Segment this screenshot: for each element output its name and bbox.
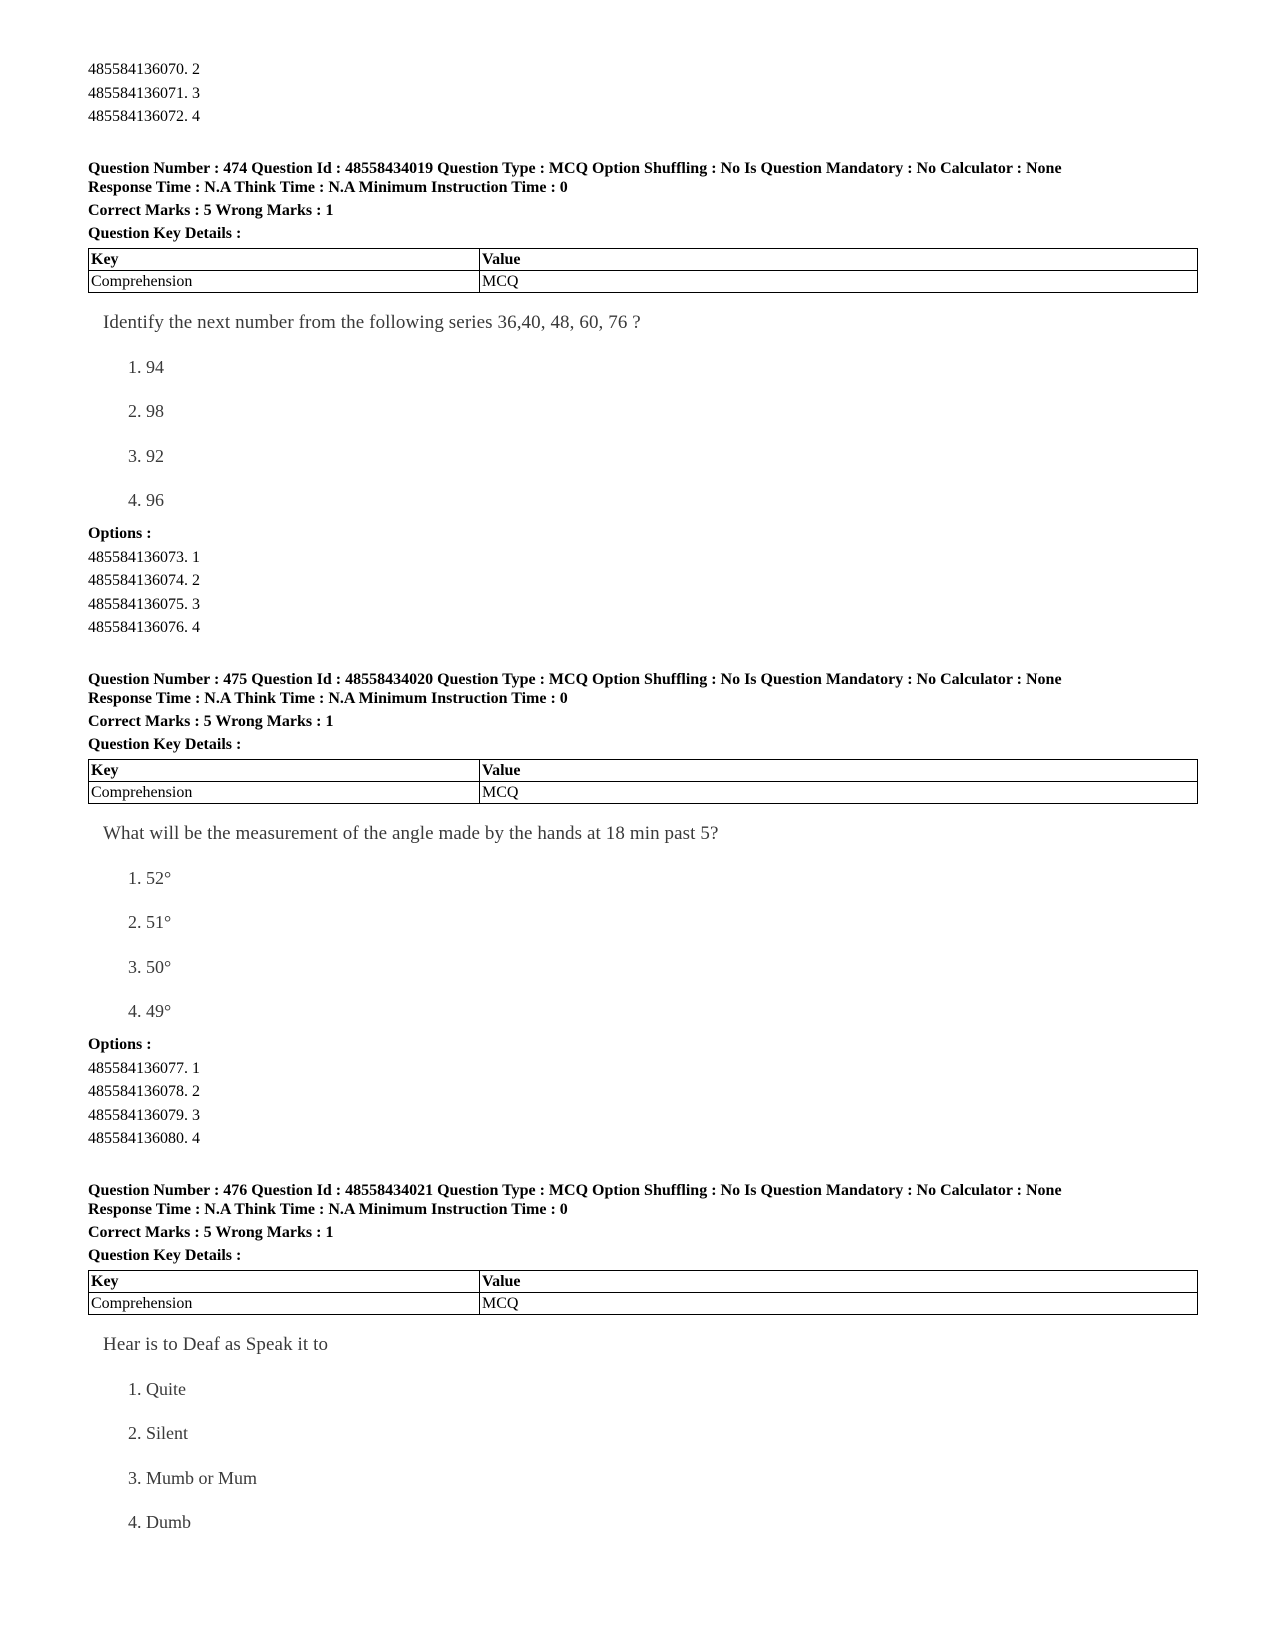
choice-item: 1. Quite [128,1378,186,1399]
question-block-474 [88,159,1198,640]
question-meta [88,159,1198,197]
question-meta-line: Question Number : 475 Question Id : 48558434020 Question Type : MCQ Option Shuffling : No Is Question Mandatory : No Calculator : None [88,670,1062,688]
table-header-key: Key [89,248,480,270]
table-cell-key: Comprehension [89,1292,480,1314]
marks-line: Correct Marks : 5 Wrong Marks : 1 [88,1223,334,1241]
option-id-line: 485584136078. 2 [88,1083,200,1100]
table-cell-key: Comprehension [89,781,480,803]
table-cell-value: MCQ [480,1292,1198,1314]
table-header-row [89,1270,1198,1292]
choice-item: 1. 94 [128,356,164,377]
choice-list [88,355,1198,513]
option-id-line: 485584136070. 2 [88,61,200,78]
option-id-line: 485584136072. 4 [88,108,200,125]
option-id-line: 485584136079. 3 [88,1106,200,1124]
question-meta [88,670,1198,708]
key-details-label: Question Key Details : [88,736,242,753]
key-details-table [88,248,1198,293]
choice-list [88,866,1198,1024]
question-text: What will be the measurement of the angle made by the hands at 18 min past 5? [103,822,719,844]
question-meta-line: Response Time : N.A Think Time : N.A Minimum Instruction Time : 0 [88,689,568,707]
previous-options-list [88,58,1198,129]
question-content [88,1333,1198,1535]
option-id-line: 485584136075. 3 [88,595,200,613]
option-id-line: 485584136074. 2 [88,572,200,589]
question-content [88,822,1198,1024]
key-details-table [88,759,1198,804]
choice-item: 3. Mumb or Mum [128,1467,258,1488]
marks-line: Correct Marks : 5 Wrong Marks : 1 [88,712,334,730]
key-details-table [88,1270,1198,1315]
choice-item: 4. 96 [128,490,164,510]
table-cell-value: MCQ [480,781,1198,803]
option-id-line: 485584136073. 1 [88,548,200,566]
table-header-row [89,248,1198,270]
question-text: Hear is to Deaf as Speak it to [103,1333,329,1355]
choice-item: 2. 51° [128,912,172,932]
table-row [89,781,1198,803]
table-cell-key: Comprehension [89,270,480,292]
document-page [88,58,1198,1534]
choice-item: 1. 52° [128,867,172,888]
option-id-line: 485584136076. 4 [88,619,200,636]
option-id-line: 485584136077. 1 [88,1059,200,1077]
marks-line: Correct Marks : 5 Wrong Marks : 1 [88,201,334,219]
key-details-label: Question Key Details : [88,225,242,242]
choice-item: 2. 98 [128,401,164,421]
question-meta-line: Response Time : N.A Think Time : N.A Minimum Instruction Time : 0 [88,1200,568,1218]
question-block-476 [88,1181,1198,1535]
table-row [89,270,1198,292]
choice-list [88,1377,1198,1535]
question-meta-line: Response Time : N.A Think Time : N.A Minimum Instruction Time : 0 [88,178,568,196]
options-label: Options : [88,1036,152,1053]
option-id-line: 485584136071. 3 [88,84,200,102]
question-meta-line: Question Number : 474 Question Id : 48558434019 Question Type : MCQ Option Shuffling : No Is Question Mandatory : No Calculator : None [88,159,1062,177]
options-label: Options : [88,525,152,542]
table-header-key: Key [89,759,480,781]
table-header-value: Value [480,759,1198,781]
table-header-row [89,759,1198,781]
question-content [88,311,1198,513]
option-id-line: 485584136080. 4 [88,1130,200,1147]
question-text: Identify the next number from the following series 36,40, 48, 60, 76 ? [103,311,641,333]
table-header-value: Value [480,248,1198,270]
choice-item: 4. 49° [128,1001,172,1021]
question-block-475 [88,670,1198,1151]
choice-item: 2. Silent [128,1423,189,1443]
key-details-label: Question Key Details : [88,1247,242,1264]
choice-item: 4. Dumb [128,1512,191,1532]
table-header-value: Value [480,1270,1198,1292]
choice-item: 3. 50° [128,956,172,977]
question-meta-line: Question Number : 476 Question Id : 48558434021 Question Type : MCQ Option Shuffling : No Is Question Mandatory : No Calculator : None [88,1181,1062,1199]
choice-item: 3. 92 [128,445,164,466]
question-meta [88,1181,1198,1219]
table-row [89,1292,1198,1314]
table-header-key: Key [89,1270,480,1292]
table-cell-value: MCQ [480,270,1198,292]
